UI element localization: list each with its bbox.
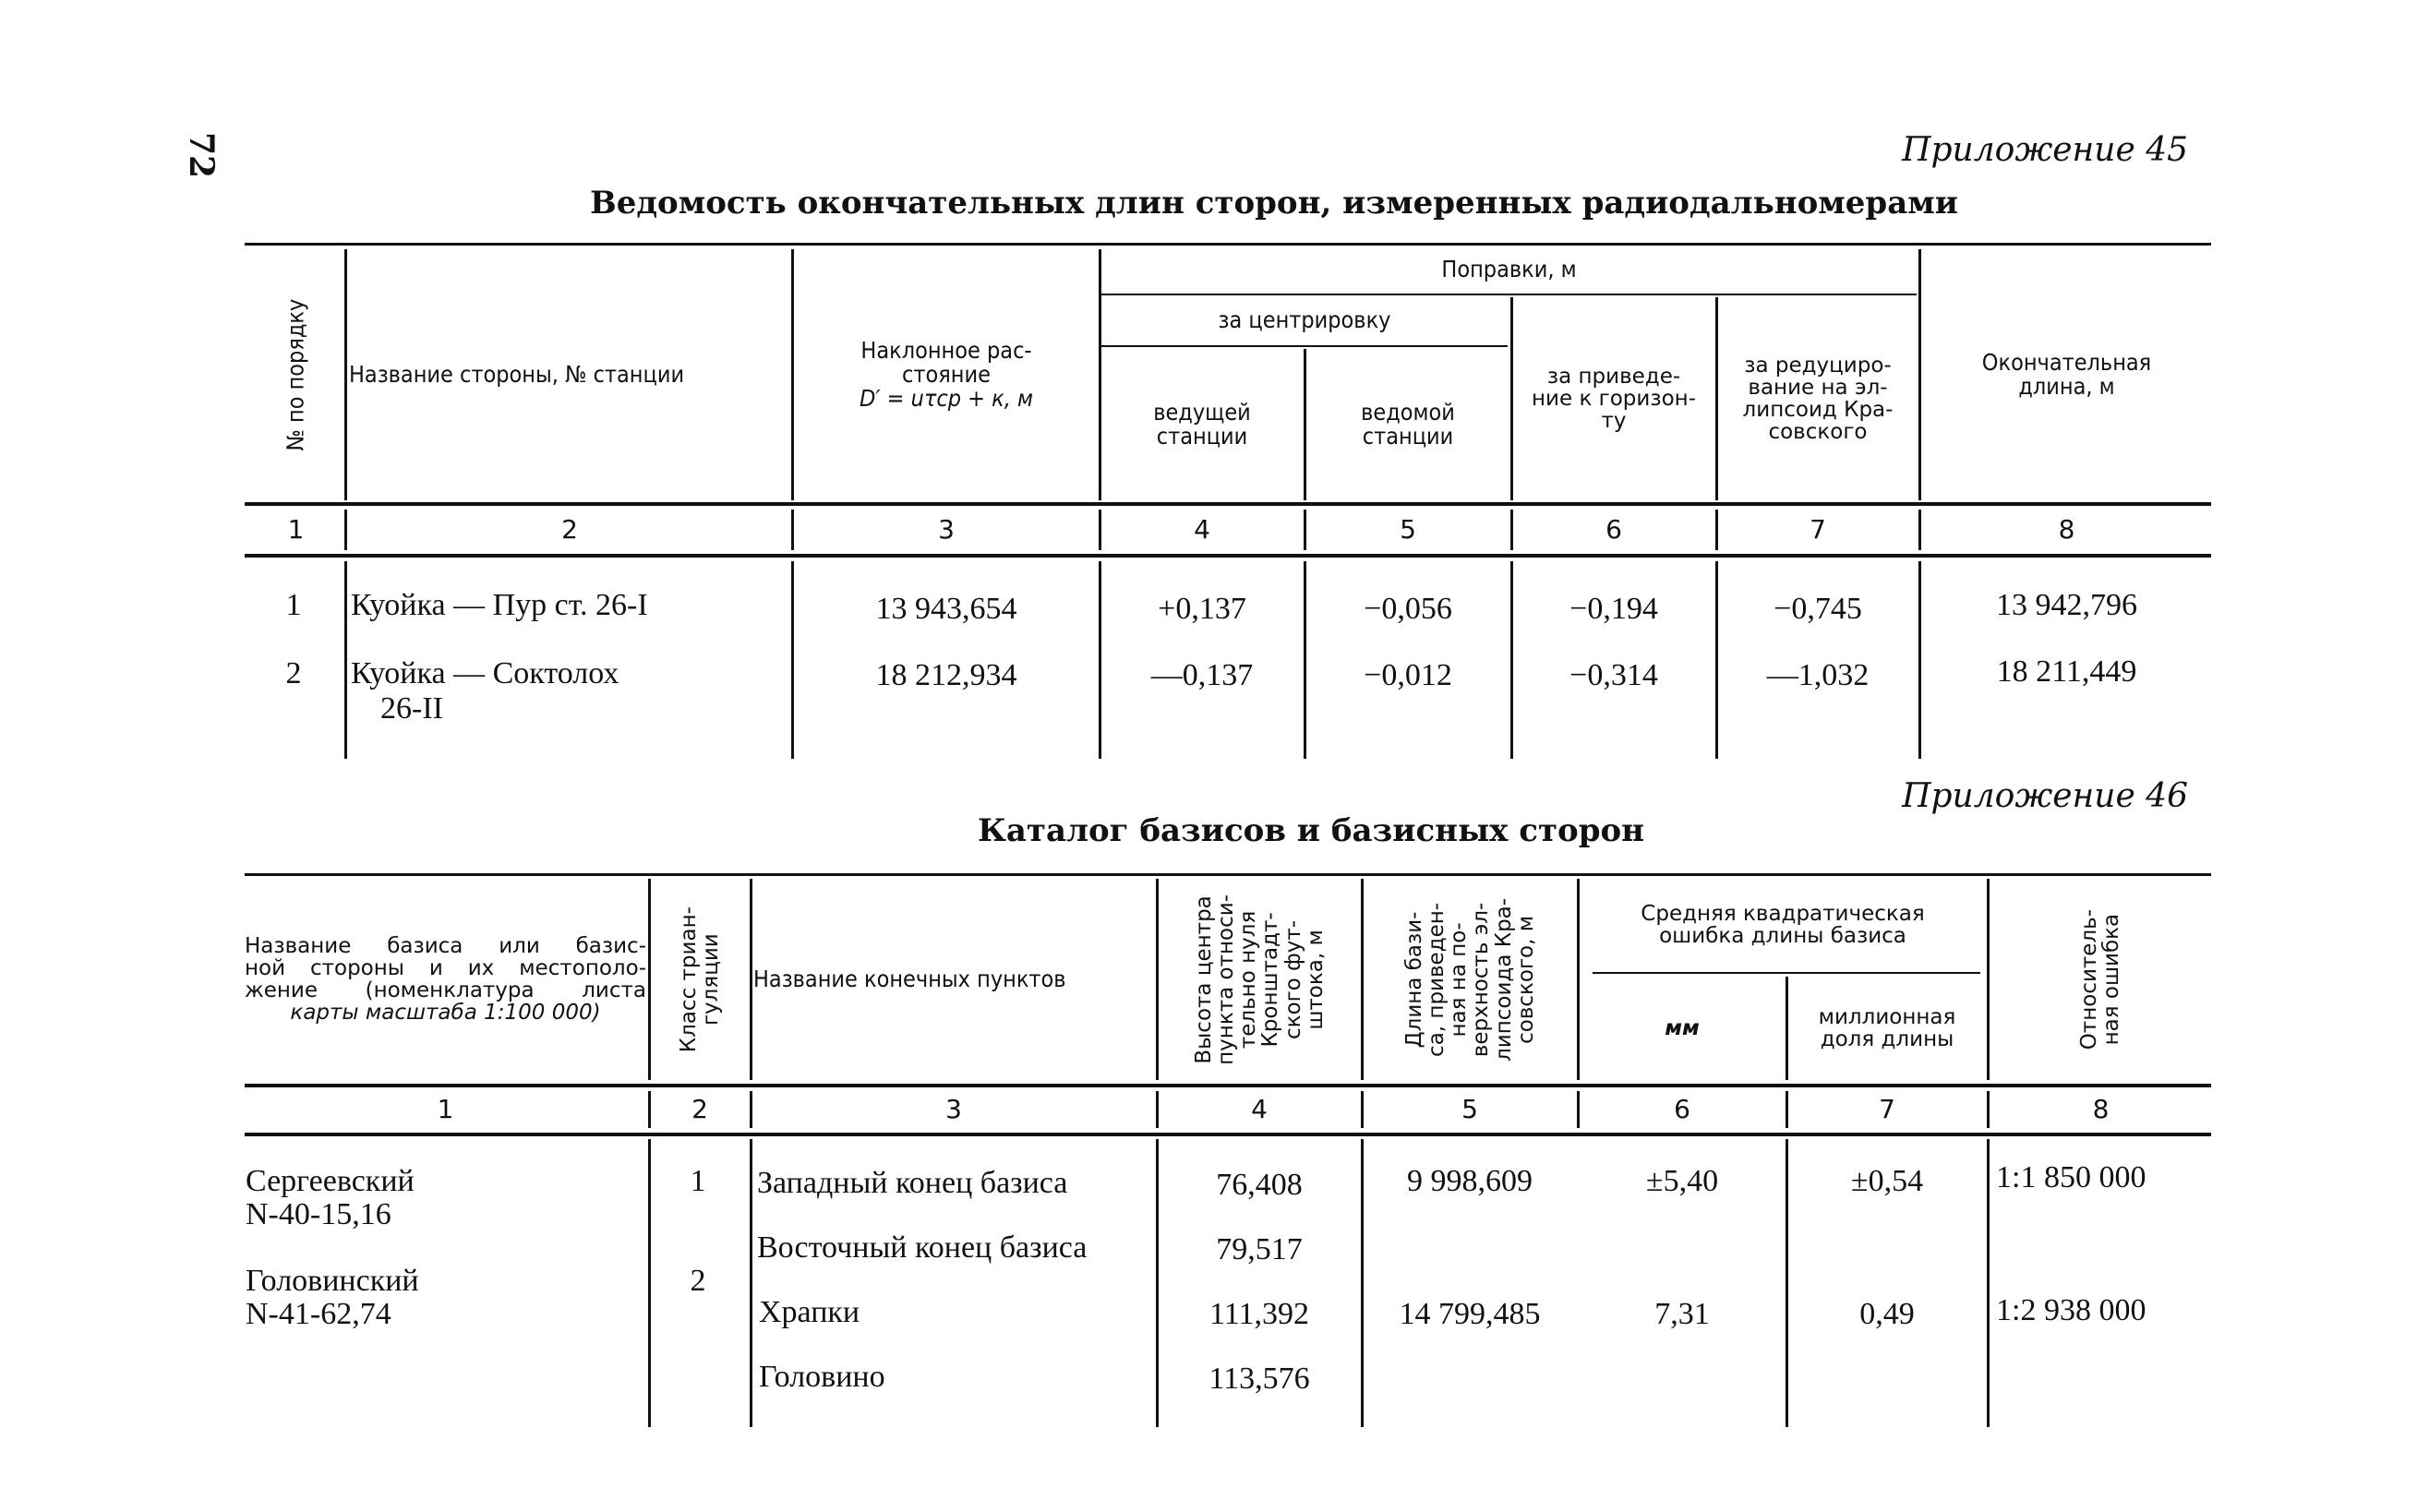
t46-endpoint-height: 113,576 xyxy=(1208,1362,1310,1397)
t46-header-mm: мм xyxy=(1665,1015,1700,1040)
t46-endpoint-name: Восточный конец базиса xyxy=(757,1230,1088,1265)
t46-endpoint-name: Храпки xyxy=(759,1295,860,1329)
t46-base-length: 9 998,609 xyxy=(1407,1164,1533,1199)
t45-side-name: Куойка — Пур ст. 26-I xyxy=(351,588,648,622)
t45-header-slant-distance: Наклонное рас- стояние D′ = uτср + к, м xyxy=(860,336,1033,413)
t46-colnum: 7 xyxy=(1879,1094,1895,1125)
t46-triangulation-class: 1 xyxy=(690,1164,706,1199)
t45-header-horizon-reduction: за приведе- ние к горизон- ту xyxy=(1532,364,1696,434)
table-45-title: Ведомость окончательных длин сторон, измеренных радиодальномерами xyxy=(589,185,1958,222)
t45-row-number: 2 xyxy=(285,656,302,691)
t46-colnum: 1 xyxy=(437,1094,454,1125)
t46-header-height: Высота центра пункта относи- тельно нуля Кронштадт- ского фут- штока, м xyxy=(1191,894,1328,1065)
t46-endpoint-height: 76,408 xyxy=(1216,1168,1303,1203)
t46-colnum: 5 xyxy=(1461,1094,1478,1125)
page-number: 72 xyxy=(182,131,221,179)
t45-final-length: 13 942,796 xyxy=(1996,588,2137,623)
t46-header-ppm: миллионная доля длины xyxy=(1818,1004,1956,1051)
t46-endpoint-name: Головино xyxy=(759,1360,885,1394)
t45-colnum: 8 xyxy=(2058,514,2075,546)
t46-header-rms-error: Средняя квадратическая ошибка длины базиса xyxy=(1641,901,1925,948)
t46-header-triangulation-class: Класс триан- гуляции xyxy=(676,906,724,1053)
t46-header-base-length: Длина бази- са, приведен- ная на по- верхность эл- липсоида Кра- совского, м xyxy=(1401,897,1538,1062)
t45-header-corrections: Поправки, м xyxy=(1441,255,1577,282)
t45-corr-leading: —0,137 xyxy=(1150,658,1254,693)
t45-final-length: 18 211,449 xyxy=(1996,654,2137,690)
t46-header-endpoints: Название конечных пунктов xyxy=(753,965,1066,992)
t45-side-name: Куойка — Соктолох xyxy=(351,656,619,690)
t45-colnum: 4 xyxy=(1194,514,1210,546)
t45-side-station: 26-II xyxy=(380,691,443,726)
t46-triangulation-class: 2 xyxy=(690,1264,706,1299)
t45-corr-ellipsoid: —1,032 xyxy=(1766,658,1870,693)
t46-rms-ppm: 0,49 xyxy=(1859,1297,1915,1332)
t46-colnum: 4 xyxy=(1251,1094,1268,1125)
t46-base-name: Сергеевский xyxy=(246,1164,415,1198)
t45-header-leading-station: ведущей станции xyxy=(1153,398,1251,450)
t46-colnum: 3 xyxy=(945,1094,962,1125)
t45-colnum: 1 xyxy=(287,514,305,546)
t46-base-sheet: N-41-62,74 xyxy=(246,1297,391,1331)
t46-endpoint-name: Западный конец базиса xyxy=(757,1166,1068,1200)
t45-slant-distance: 18 212,934 xyxy=(875,658,1017,693)
t46-base-length: 14 799,485 xyxy=(1399,1297,1541,1332)
t46-rms-ppm: ±0,54 xyxy=(1850,1164,1924,1199)
t46-endpoint-height: 79,517 xyxy=(1216,1232,1303,1267)
t45-colnum: 3 xyxy=(938,514,955,546)
t45-colnum: 5 xyxy=(1400,514,1416,546)
t45-corr-following: −0,056 xyxy=(1364,592,1452,627)
appendix-46-label: Приложение 46 xyxy=(1902,777,2188,815)
t45-header-centering: за центрировку xyxy=(1218,306,1391,333)
t46-endpoint-height: 111,392 xyxy=(1209,1297,1309,1332)
table-46-title: Каталог базисов и базисных сторон xyxy=(977,812,1645,849)
t46-header-relative-error: Относитель- ная ошибка xyxy=(2077,908,2124,1050)
t45-row-number: 1 xyxy=(285,588,302,623)
t45-corr-horizon: −0,194 xyxy=(1569,592,1658,627)
t45-header-following-station: ведомой станции xyxy=(1361,398,1455,450)
appendix-45-label: Приложение 45 xyxy=(1902,131,2188,169)
t45-colnum: 6 xyxy=(1605,514,1622,546)
t46-rms-mm: ±5,40 xyxy=(1645,1164,1719,1199)
t45-corr-horizon: −0,314 xyxy=(1569,658,1658,693)
t46-relative-error: 1:1 850 000 xyxy=(1996,1160,2146,1194)
t46-header-base-name: Название базиса или базис- ной стороны и их местополо- жение (номенклатура листа карты масштаба 1:100 000) xyxy=(245,933,646,1026)
t45-slant-distance: 13 943,654 xyxy=(875,592,1017,627)
t45-colnum: 7 xyxy=(1810,514,1826,546)
t45-header-number: № по порядку xyxy=(282,298,309,451)
t46-base-name: Головинский xyxy=(246,1264,419,1298)
t45-header-ellipsoid-reduction: за редуциро- вание на эл- липсоид Кра- совского xyxy=(1742,353,1894,445)
t45-header-final-length: Окончательная длина, м xyxy=(1981,348,2152,400)
t45-header-side-name: Название стороны, № станции xyxy=(349,360,685,388)
t45-corr-leading: +0,137 xyxy=(1158,592,1246,627)
t45-corr-ellipsoid: −0,745 xyxy=(1774,592,1862,627)
t46-colnum: 2 xyxy=(691,1094,708,1125)
t46-colnum: 6 xyxy=(1674,1094,1690,1125)
t46-colnum: 8 xyxy=(2092,1094,2110,1125)
t45-colnum: 2 xyxy=(561,514,578,546)
t46-relative-error: 1:2 938 000 xyxy=(1996,1293,2146,1327)
t45-corr-following: −0,012 xyxy=(1364,658,1452,693)
t46-base-sheet: N-40-15,16 xyxy=(246,1197,391,1231)
t46-rms-mm: 7,31 xyxy=(1654,1297,1710,1332)
